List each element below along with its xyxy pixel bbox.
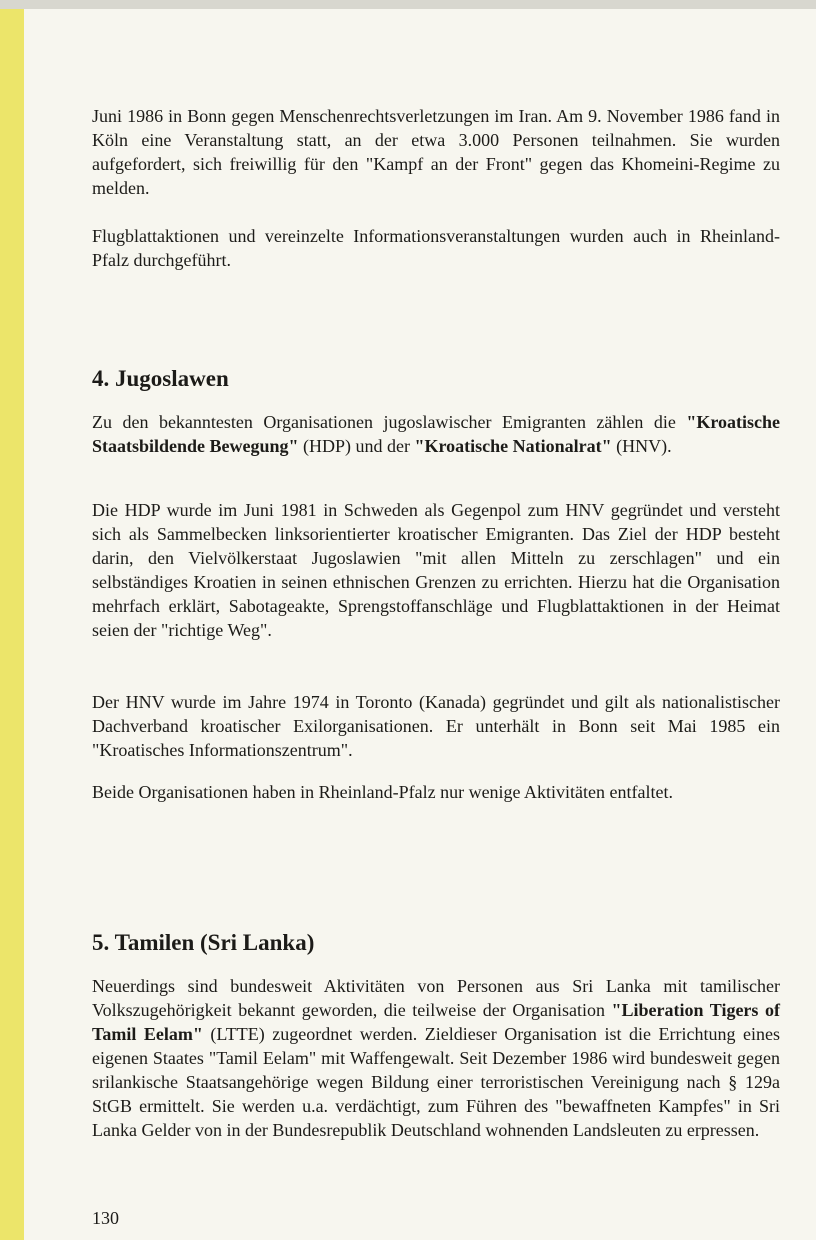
page-number-text: 130 (92, 1208, 119, 1228)
intro-text-c: (HNV). (611, 436, 672, 456)
org-name-hdp: "Kroatische Staatsbildende Bewegung" (92, 412, 780, 456)
intro-text-b: (HDP) und der (298, 436, 415, 456)
page-number (92, 1206, 119, 1230)
paragraph-jugoslawen-intro (92, 410, 780, 458)
org-name-hnv: "Kroatische Nationalrat" (414, 436, 612, 456)
paragraph-tamilen (92, 974, 780, 1142)
section-heading-tamilen: 5. Tamilen (Sri Lanka) (92, 930, 315, 955)
paragraph-hdp: Die HDP wurde im Juni 1981 in Schweden als Gegenpol zum HNV gegründet und versteht sich als Sammelbecken linksorientierter kroatischer Emigranten. Das Ziel der HDP besteht darin, den Vielvölkerstaat Jugoslawien "mit allen Mitteln zu zerschlagen" und ein selbständiges Kroatien in seinen ethnischen Grenzen zu errichten. Hierzu hat die Organisation mehrfach erklärt, Sabotageakte, Sprengstoffanschläge und Flugblattaktionen in der Heimat seien der "richtige Weg". (92, 500, 780, 640)
paragraph-flugblattaktionen: Flugblattaktionen und vereinzelte Informationsveranstaltungen wurden auch in Rheinland-Pfalz durchgeführt. (92, 226, 780, 270)
intro-text-a: Zu den bekanntesten Organisationen jugoslawischer Emigranten zählen die (92, 412, 687, 432)
paragraph-iran-events: Juni 1986 in Bonn gegen Menschenrechtsverletzungen im Iran. Am 9. November 1986 fand in Köln eine Veranstaltung statt, an der etwa 3.000 Personen teilnahmen. Sie wurden aufgefordert, sich freiwillig für den "Kampf an der Front" gegen das Khomeini-Regime zu melden. (92, 106, 780, 198)
scan-top-edge (0, 0, 816, 9)
yellow-margin-strip (0, 9, 24, 1240)
paragraph-hnv: Der HNV wurde im Jahre 1974 in Toronto (Kanada) gegründet und gilt als nationalistischer Dachverband kroatischer Exilorganisationen. Er unterhält in Bonn seit Mai 1985 ein "Kroatisches Informationszentrum". (92, 692, 780, 760)
tamilen-text-b: (LTTE) zugeordnet werden. Zieldieser Organisation ist die Errichtung eines eigenen Staates "Tamil Eelam" mit Waffengewalt. Seit Dezember 1986 wird bundesweit gegen srilankische Staatsangehörige wegen Bildung einer terroristischen Vereinigung nach § 129a StGB ermittelt. Sie werden u.a. verdächtigt, zum Führen des "bewaffneten Kampfes" in Sri Lanka Gelder von in der Bundesrepublik Deutschland wohnenden Landsleuten zu erpressen. (92, 1024, 780, 1140)
org-name-ltte: "Liberation Tigers of Tamil Eelam" (92, 1000, 780, 1044)
paragraph-rheinland-pfalz: Beide Organisationen haben in Rheinland-Pfalz nur wenige Aktivitäten entfaltet. (92, 782, 674, 802)
section-heading-jugoslawen: 4. Jugoslawen (92, 366, 229, 391)
tamilen-text-a: Neuerdings sind bundesweit Aktivitäten von Personen aus Sri Lanka mit tamilischer Volkszugehörigkeit bekannt geworden, die teilweise der Organisation (92, 976, 780, 1020)
